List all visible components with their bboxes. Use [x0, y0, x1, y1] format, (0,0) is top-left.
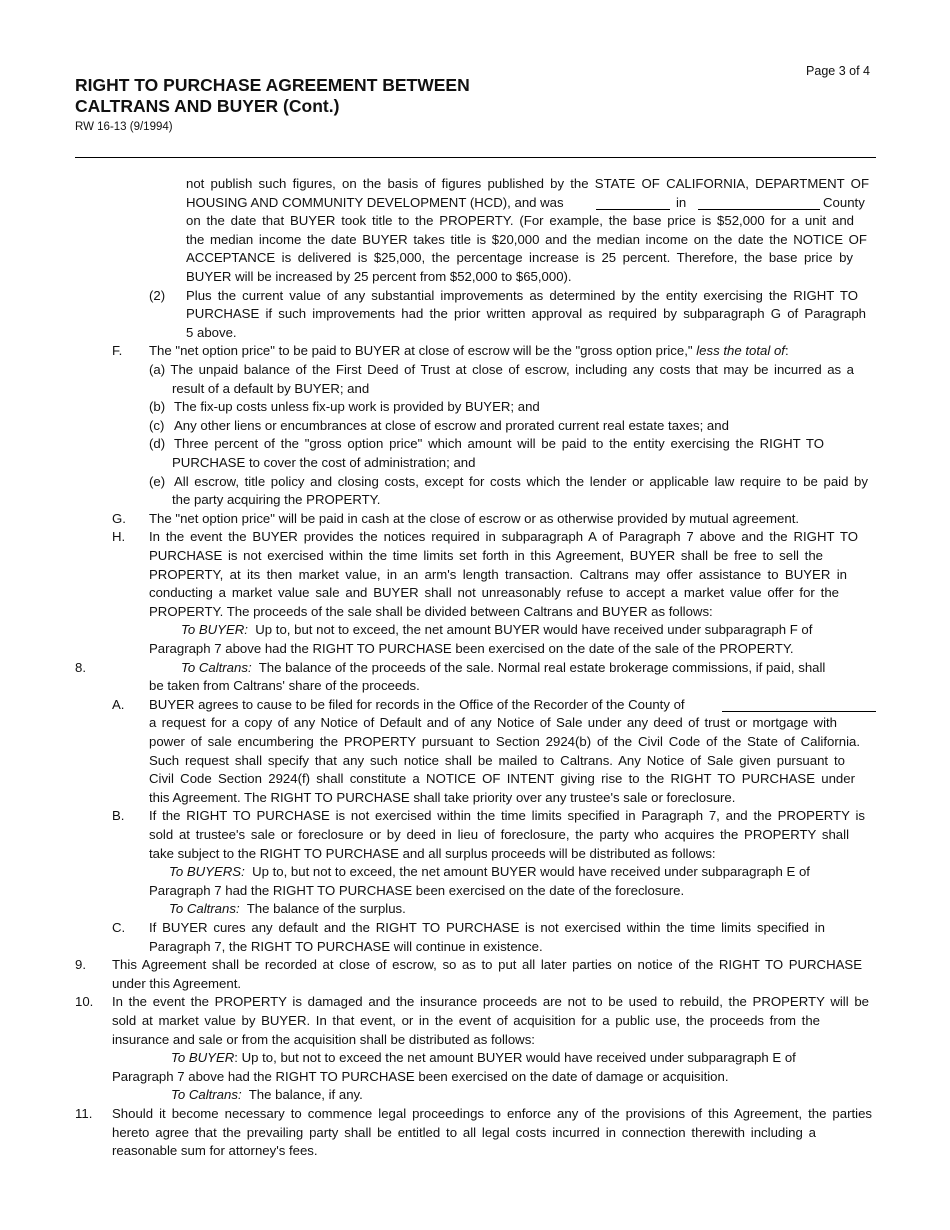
- item-letter: H.: [112, 529, 126, 545]
- text-line: hereto agree that the prevailing party shall be entitled to all legal costs incurred in connection therewith including a: [112, 1124, 816, 1140]
- text-line: BUYER agrees to cause to be filed for records in the Office of the Recorder of the County of: [149, 696, 685, 712]
- text-segment: Up to, but not to exceed, the net amount BUYER would have received under subparagraph E of: [252, 864, 810, 880]
- header-divider: [75, 157, 876, 158]
- text-line: [149, 342, 789, 361]
- text-line: [171, 1049, 796, 1068]
- italic-label: To Caltrans:: [169, 901, 240, 917]
- text-line: sold at market value by BUYER. In that event, or in the event of acquisition for a public use, the proceeds from the: [112, 1013, 820, 1028]
- text-line: In the event the PROPERTY is damaged and the insurance proceeds are not to be used to rebuild, the PROPERTY will be: [112, 994, 869, 1010]
- text-line: reasonable sum for attorney's fees.: [112, 1143, 318, 1159]
- paragraph-number: 9.: [75, 957, 86, 973]
- document-title: [75, 75, 470, 117]
- text-line: Paragraph 7 had the RIGHT TO PURCHASE been exercised on the date of the foreclosure.: [149, 882, 685, 898]
- blank-field-county[interactable]: [698, 195, 820, 210]
- italic-label: To BUYER: [171, 1050, 235, 1066]
- blank-field-recorder-county[interactable]: [722, 697, 876, 712]
- text-segment: The balance of the surplus.: [246, 901, 406, 917]
- text-line: [171, 1086, 363, 1105]
- text-line: insurance and sale or from the acquisition shall be distributed as follows:: [112, 1031, 535, 1047]
- text-line: [181, 621, 812, 640]
- italic-label: To Caltrans:: [171, 1087, 242, 1103]
- blank-field-city[interactable]: [596, 195, 670, 210]
- item-number: (2): [149, 287, 166, 303]
- text-line: PURCHASE to cover the cost of administration; and: [172, 455, 476, 470]
- italic-text: less the total of: [696, 343, 785, 359]
- text-line: Any other liens or encumbrances at close of escrow and prorated current real estate taxes; and: [174, 417, 729, 433]
- text-line: County: [823, 194, 865, 210]
- item-number: (c): [149, 417, 165, 433]
- text-line: the party acquiring the PROPERTY.: [172, 492, 381, 508]
- text-line: (a) The unpaid balance of the First Deed of Trust at close of escrow, including any costs that may be incurred as a: [149, 362, 854, 377]
- text-line: ACCEPTANCE is delivered is $25,000, the percentage increase is 25 percent. Therefore, the base price by: [186, 250, 853, 266]
- text-line: Such request shall specify that any such notice shall be mailed to Caltrans. Any Notice of Sale given pursuant to: [149, 752, 845, 768]
- text-line: Should it become necessary to commence legal proceedings to enforce any of the provisions of this Agreement, the parties: [112, 1106, 872, 1121]
- italic-label: To BUYER:: [181, 622, 248, 638]
- text-line: PROPERTY, at its then market value, in an arm's length transaction. Caltrans may offer assistance to BUYER in: [149, 566, 847, 582]
- text-line: not publish such figures, on the basis of figures published by the STATE OF CALIFORNIA, DEPARTMENT OF: [186, 176, 869, 191]
- text-line: conducting a market value sale and BUYER shall not unreasonably refuse to accept a market value offer for the: [149, 585, 839, 601]
- text-line: Paragraph 7, the RIGHT TO PURCHASE will continue in existence.: [149, 938, 543, 954]
- text-line: Civil Code Section 2924(f) shall constitute a NOTICE OF INTENT giving rise to the RIGHT TO PURCHASE under: [149, 771, 855, 787]
- text-line: BUYER will be increased by 25 percent from $52,000 to $65,000).: [186, 269, 572, 284]
- paragraph-number: 11.: [75, 1106, 93, 1121]
- text-line: Paragraph 7 above had the RIGHT TO PURCHASE been exercised on the date of damage or acquisition.: [112, 1068, 729, 1084]
- text-line: All escrow, title policy and closing costs, except for costs which the lender or applicable law require to be paid by: [174, 473, 868, 489]
- text-line: PROPERTY. The proceeds of the sale shall be divided between Caltrans and BUYER as follows:: [149, 603, 713, 619]
- text-line: power of sale encumbering the PROPERTY pursuant to Section 2924(b) of the Civil Code of the State of California.: [149, 734, 860, 749]
- text-line: This Agreement shall be recorded at close of escrow, so as to put all later parties on notice of the RIGHT TO PURCHASE: [112, 957, 862, 973]
- text-line: [169, 900, 406, 919]
- text-line: The fix-up costs unless fix-up work is provided by BUYER; and: [174, 399, 540, 415]
- text-line: If BUYER cures any default and the RIGHT TO PURCHASE is not exercised within the time limits specified in: [149, 920, 825, 935]
- text-line: be taken from Caltrans' share of the proceeds.: [149, 678, 420, 694]
- item-letter: C.: [112, 920, 126, 935]
- text-line: [169, 863, 810, 882]
- text-line: PURCHASE is not exercised within the time limits set forth in this Agreement, BUYER shall be free to sell the: [149, 548, 823, 563]
- text-segment: Up to, but not to exceed, the net amount BUYER would have received under subparagraph F of: [255, 622, 813, 638]
- text-line: If the RIGHT TO PURCHASE is not exercised within the time limits specified in Paragraph 7, and the PROPERTY is: [149, 808, 865, 824]
- text-line: a request for a copy of any Notice of Default and of any Notice of Sale under any deed of trust or mortgage with: [149, 715, 837, 731]
- text-line: result of a default by BUYER; and: [172, 380, 370, 396]
- text-segment: The "net option price" to be paid to BUYER at close of escrow will be the "gross option price,": [149, 343, 693, 359]
- text-line: take subject to the RIGHT TO PURCHASE and all surplus proceeds will be distributed as follows:: [149, 845, 716, 861]
- page-number: Page 3 of 4: [806, 64, 870, 78]
- text-line: under this Agreement.: [112, 975, 242, 991]
- item-letter: A.: [112, 696, 125, 712]
- text-line: Plus the current value of any substantial improvements as determined by the entity exercising the RIGHT TO: [186, 287, 858, 303]
- title-line-1: RIGHT TO PURCHASE AGREEMENT BETWEEN: [75, 75, 470, 95]
- text-line: in: [676, 194, 687, 210]
- item-letter: B.: [112, 808, 125, 824]
- text-line: the median income the date BUYER takes title is $20,000 and the median income on the date the NOTICE OF: [186, 231, 867, 247]
- text-line: on the date that BUYER took title to the PROPERTY. (For example, the base price is $52,000 for a unit and: [186, 213, 854, 229]
- text-line: sold at trustee's sale or foreclosure or by deed in lieu of foreclosure, the party who acquires the PROPERTY shall: [149, 827, 849, 842]
- text-line: The "net option price" will be paid in cash at the close of escrow or as otherwise provided by mutual agreement.: [149, 510, 800, 526]
- item-number: (d): [149, 436, 166, 452]
- text-line: this Agreement. The RIGHT TO PURCHASE shall take priority over any trustee's sale or foreclosure.: [149, 789, 736, 805]
- text-line: [181, 659, 825, 678]
- text-line: HOUSING AND COMMUNITY DEVELOPMENT (HCD), and was: [186, 194, 564, 210]
- text-line: Three percent of the "gross option price" which amount will be paid to the entity exercising the RIGHT TO: [174, 436, 824, 452]
- title-line-2: CALTRANS AND BUYER (Cont.): [75, 96, 340, 116]
- text-segment: : Up to, but not to exceed the net amount BUYER would have received under subparagraph E of: [234, 1050, 796, 1066]
- item-letter: G.: [112, 510, 126, 526]
- italic-label: To Caltrans:: [181, 659, 252, 675]
- text-line: 5 above.: [186, 324, 237, 340]
- paragraph-number: 8.: [75, 659, 86, 675]
- paragraph-number: 10.: [75, 994, 94, 1010]
- italic-label: To BUYERS:: [169, 864, 245, 880]
- item-letter: F.: [112, 343, 123, 359]
- text-segment: The balance, if any.: [248, 1087, 363, 1103]
- form-number: RW 16-13 (9/1994): [75, 121, 173, 133]
- text-segment: :: [784, 343, 789, 359]
- item-number: (b): [149, 399, 166, 415]
- text-line: Paragraph 7 above had the RIGHT TO PURCHASE been exercised on the date of the sale of the PROPERTY.: [149, 641, 794, 656]
- item-number: (e): [149, 473, 166, 489]
- text-segment: The balance of the proceeds of the sale. Normal real estate brokerage commissions, if paid, shall: [258, 659, 826, 675]
- text-line: PURCHASE if such improvements had the prior written approval as required by subparagraph G of Paragraph: [186, 306, 866, 322]
- text-line: In the event the BUYER provides the notices required in subparagraph A of Paragraph 7 above and the RIGHT TO: [149, 529, 858, 545]
